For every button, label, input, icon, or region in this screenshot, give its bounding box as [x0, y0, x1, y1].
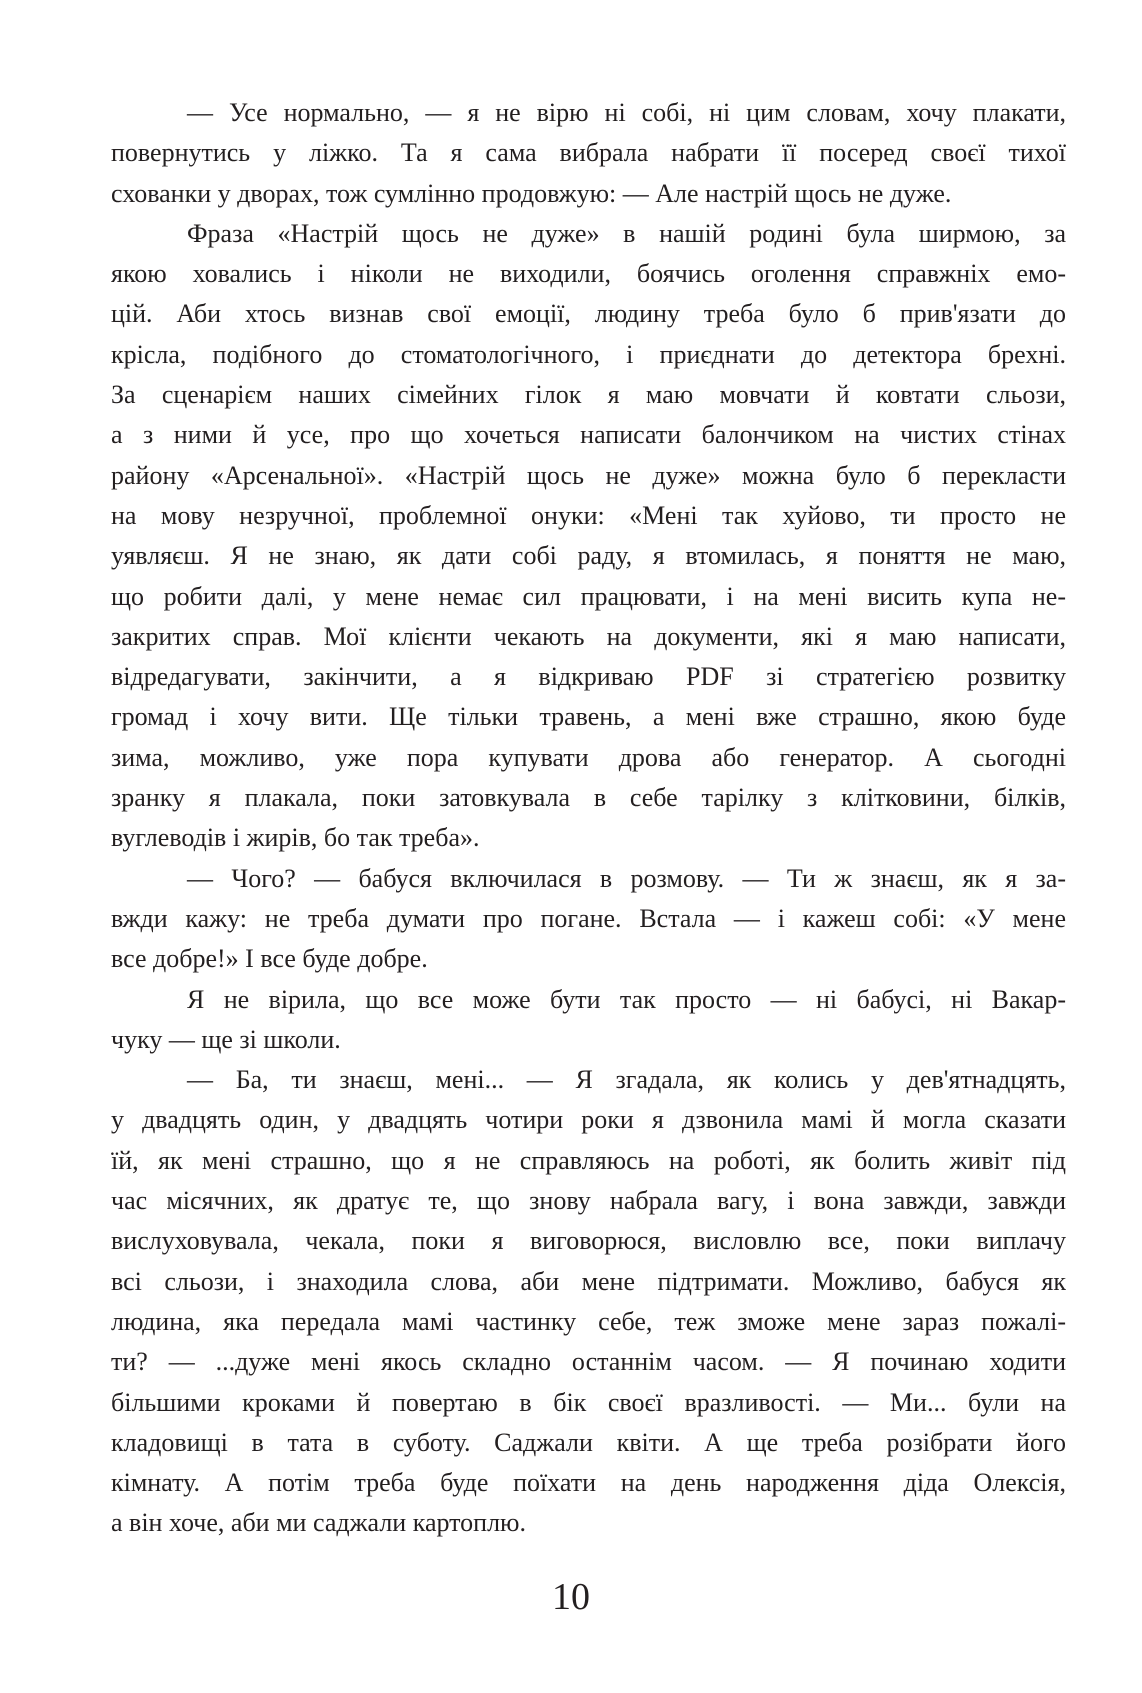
text-line: — Ба, ти знаєш, мені... — Я згадала, як колись у дев'ятнадцять,	[187, 1065, 1066, 1095]
text-line: схованки у дворах, тож сумлінно продовжую: — Але настрій щось не дуже.	[111, 178, 952, 208]
text-line: громад і хочу вити. Ще тільки травень, а мені вже страшно, якою буде	[111, 702, 1066, 732]
text-line: більшими кроками й повертаю в бік своєї вразливості. — Ми... були на	[111, 1387, 1066, 1417]
text-line: все добре!» І все буде добре.	[111, 944, 428, 974]
text-line: їй, як мені страшно, що я не справляюсь на роботі, як болить живіт під	[111, 1145, 1066, 1175]
text-line: цій. Аби хтось визнав свої емоції, людину треба було б прив'язати до	[111, 299, 1066, 329]
text-line: крісла, подібного до стоматологічного, і приєднати до детектора брехні.	[111, 339, 1066, 369]
text-line: на мову незручної, проблемної онуки: «Мені так хуйово, ти просто не	[111, 500, 1066, 530]
text-line: відредагувати, закінчити, а я відкриваю PDF зі стратегією розвитку	[111, 662, 1066, 692]
text-line: За сценарієм наших сімейних гілок я маю мовчати й ковтати сльози,	[111, 380, 1066, 410]
text-line: у двадцять один, у двадцять чотири роки я дзвонила мамі й могла сказати	[111, 1105, 1066, 1135]
text-line: якою ховались і ніколи не виходили, боячись оголення справжніх емо-	[111, 259, 1066, 289]
text-line: Я не вірила, що все може бути так просто — ні бабусі, ні Вакар-	[187, 984, 1066, 1014]
text-line: вуглеводів і жирів, бо так треба».	[111, 823, 480, 853]
paragraph	[111, 859, 1066, 980]
text-line: чуку — ще зі школи.	[111, 1024, 341, 1054]
text-line: кладовищі в тата в суботу. Саджали квіти. А ще треба розібрати його	[111, 1427, 1066, 1457]
text-line: час місячних, як дратує те, що знову набрала вагу, і вона завжди, завжди	[111, 1186, 1066, 1216]
text-line: уявляєш. Я не знаю, як дати собі раду, я втомилась, я поняття не маю,	[111, 541, 1066, 571]
page-number: 10	[552, 1576, 590, 1618]
text-line: всі сльози, і знаходила слова, аби мене підтримати. Можливо, бабуся як	[111, 1266, 1066, 1296]
text-line: зима, можливо, уже пора купувати дрова або генератор. А сьогодні	[111, 742, 1066, 772]
text-line: вжди кажу: не треба думати про погане. Встала — і кажеш собі: «У мене	[111, 903, 1066, 933]
text-line: ти? — ...дуже мені якось складно останнім часом. — Я починаю ходити	[111, 1347, 1066, 1377]
text-line: — Чого? — бабуся включилася в розмову. — Ти ж знаєш, як я за-	[187, 863, 1066, 893]
paragraph	[111, 93, 1066, 214]
text-line: що робити далі, у мене немає сил працювати, і на мені висить купа не-	[111, 581, 1066, 611]
text-line: Фраза «Настрій щось не дуже» в нашій родині була ширмою, за	[187, 218, 1066, 248]
text-line: а він хоче, аби ми саджали картоплю.	[111, 1508, 526, 1538]
text-line: людина, яка передала мамі частинку себе, теж зможе мене зараз пожалі-	[111, 1306, 1066, 1336]
text-line: зранку я плакала, поки затовкувала в себе тарілку з клітковини, білків,	[111, 783, 1066, 813]
text-line: району «Арсенальної». «Настрій щось не дуже» можна було б перекласти	[111, 460, 1066, 490]
text-line: кімнату. А потім треба буде поїхати на день народження діда Олексія,	[111, 1468, 1066, 1498]
paragraph	[111, 1060, 1066, 1544]
page-body-text	[111, 93, 1066, 1544]
text-line: повернутись у ліжко. Та я сама вибрала набрати її посеред своєї тихої	[111, 138, 1066, 168]
text-line: вислуховувала, чекала, поки я виговорюся, висловлю все, поки виплачу	[111, 1226, 1066, 1256]
text-line: закритих справ. Мої клієнти чекають на документи, які я маю написати,	[111, 621, 1066, 651]
text-line: — Усе нормально, — я не вірю ні собі, ні цим словам, хочу плакати,	[187, 98, 1066, 127]
text-line: а з ними й усе, про що хочеться написати балончиком на чистих стінах	[111, 420, 1066, 450]
paragraph	[111, 980, 1066, 1061]
paragraph	[111, 214, 1066, 859]
